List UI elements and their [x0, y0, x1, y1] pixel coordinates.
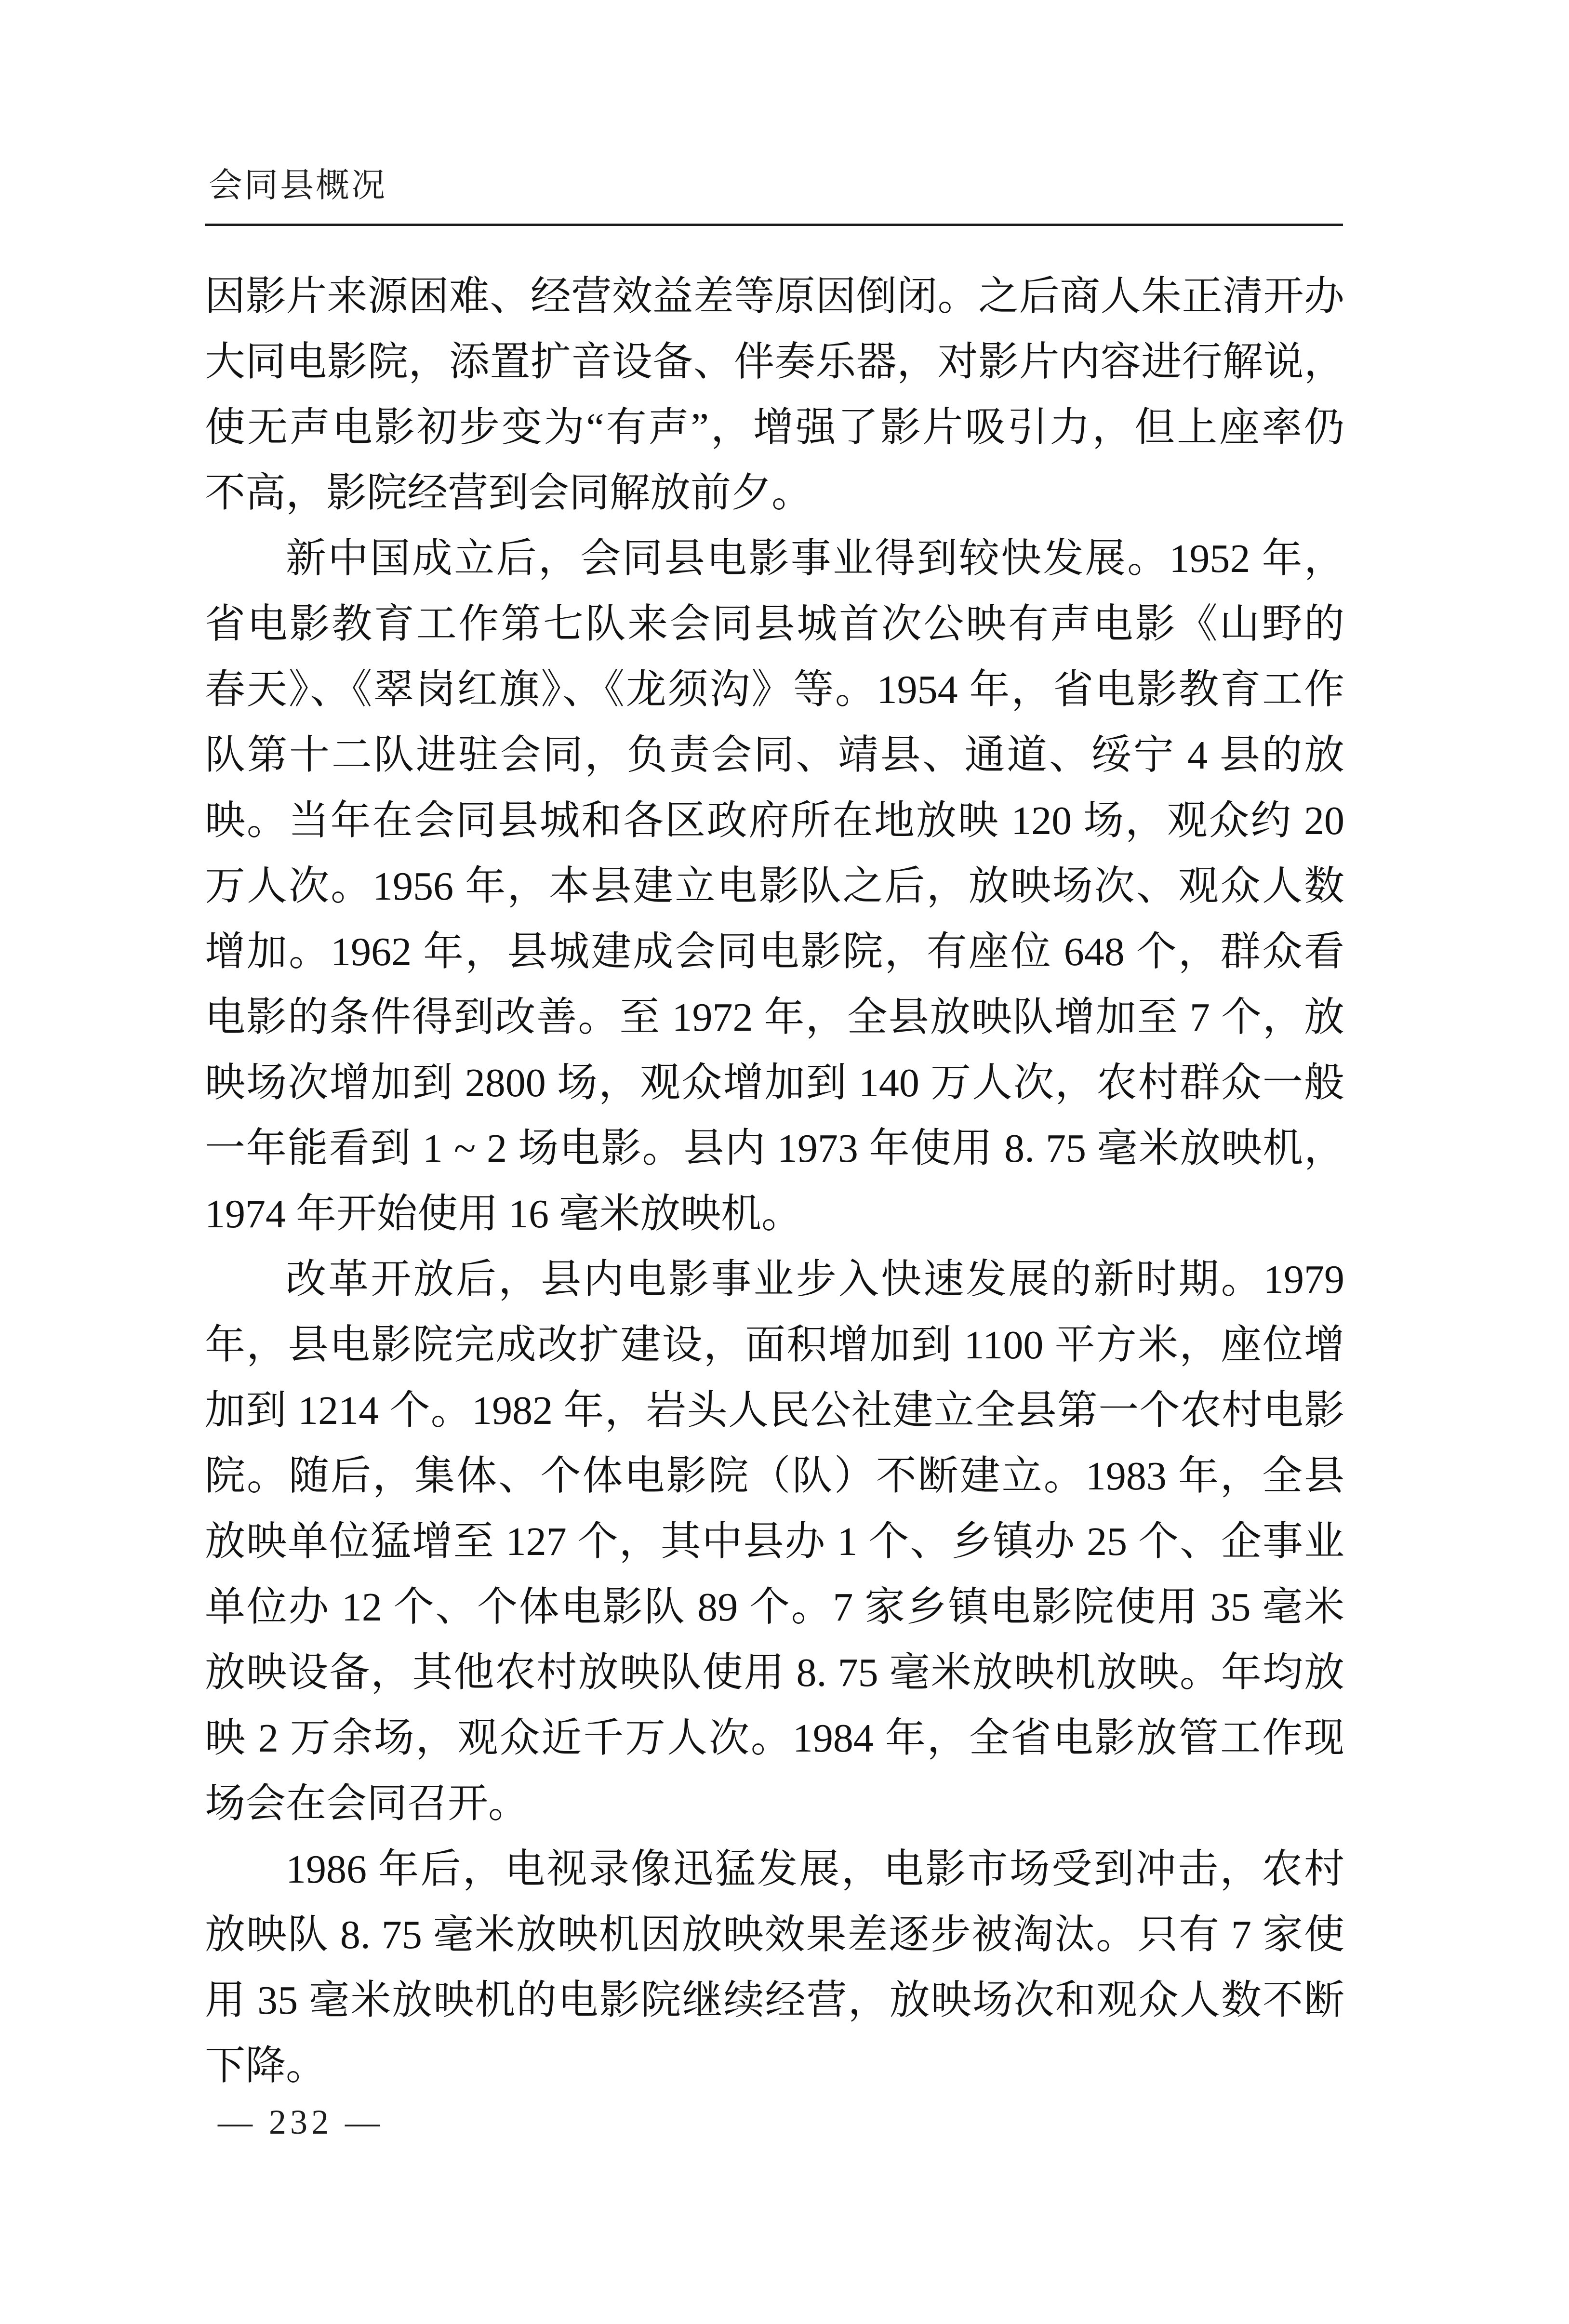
- text-line: 大同电影院，添置扩音设备、伴奏乐器，对影片内容进行解说，: [205, 340, 1344, 385]
- text-line: 用 35 毫米放映机的电影院继续经营，放映场次和观众人数不断: [205, 1978, 1344, 2023]
- text-line: 下降。: [205, 2044, 327, 2088]
- page-body-text: [205, 264, 1344, 2099]
- text-line: 使无声电影初步变为“有声”，增强了影片吸引力，但上座率仍: [205, 405, 1344, 450]
- text-line: 映 2 万余场，观众近千万人次。1984 年，全省电影放管工作现: [205, 1716, 1344, 1761]
- text-line: 一年能看到 1 ~ 2 场电影。县内 1973 年使用 8. 75 毫米放映机，: [205, 1126, 1344, 1171]
- text-line: 放映队 8. 75 毫米放映机因放映效果差逐步被淘汰。只有 7 家使: [205, 1912, 1344, 1957]
- text-line: 电影的条件得到改善。至 1972 年，全县放映队增加至 7 个，放: [205, 995, 1344, 1040]
- text-line: 改革开放后，县内电影事业步入快速发展的新时期。1979: [286, 1257, 1344, 1302]
- running-header-title: 会同县概况: [209, 167, 387, 204]
- text-line: 春天》、《翠岗红旗》、《龙须沟》等。1954 年，省电影教育工作: [205, 667, 1344, 712]
- text-line: 新中国成立后，会同县电影事业得到较快发展。1952 年，: [286, 536, 1344, 581]
- text-line: 单位办 12 个、个体电影队 89 个。7 家乡镇电影院使用 35 毫米: [205, 1585, 1344, 1630]
- text-line: 放映单位猛增至 127 个，其中县办 1 个、乡镇办 25 个、企事业: [205, 1519, 1344, 1564]
- text-line: 放映设备，其他农村放映队使用 8. 75 毫米放映机放映。年均放: [205, 1650, 1344, 1695]
- text-line: 1986 年后，电视录像迅猛发展，电影市场受到冲击，农村: [286, 1847, 1344, 1892]
- header-rule: [205, 224, 1343, 226]
- text-line: 加到 1214 个。1982 年，岩头人民公社建立全县第一个农村电影: [205, 1388, 1344, 1433]
- text-line: 增加。1962 年，县城建成会同电影院，有座位 648 个，群众看: [205, 930, 1344, 974]
- text-line: 不高，影院经营到会同解放前夕。: [205, 471, 812, 516]
- text-line: 队第十二队进驻会同，负责会同、靖县、通道、绥宁 4 县的放: [205, 733, 1344, 778]
- text-line: 1974 年开始使用 16 毫米放映机。: [205, 1192, 802, 1236]
- text-line: 省电影教育工作第七队来会同县城首次公映有声电影《山野的: [205, 602, 1344, 647]
- text-line: 年，县电影院完成改扩建设，面积增加到 1100 平方米，座位增: [205, 1323, 1344, 1368]
- page-number: — 232 —: [218, 2103, 384, 2141]
- text-line: 映场次增加到 2800 场，观众增加到 140 万人次，农村群众一般: [205, 1061, 1344, 1105]
- text-line: 院。随后，集体、个体电影院（队）不断建立。1983 年，全县: [205, 1454, 1344, 1499]
- text-line: 万人次。1956 年，本县建立电影队之后，放映场次、观众人数: [205, 864, 1344, 909]
- text-line: 映。当年在会同县城和各区政府所在地放映 120 场，观众约 20: [205, 798, 1344, 843]
- text-line: 因影片来源困难、经营效益差等原因倒闭。之后商人朱正清开办: [205, 274, 1344, 319]
- text-line: 场会在会同召开。: [205, 1781, 529, 1826]
